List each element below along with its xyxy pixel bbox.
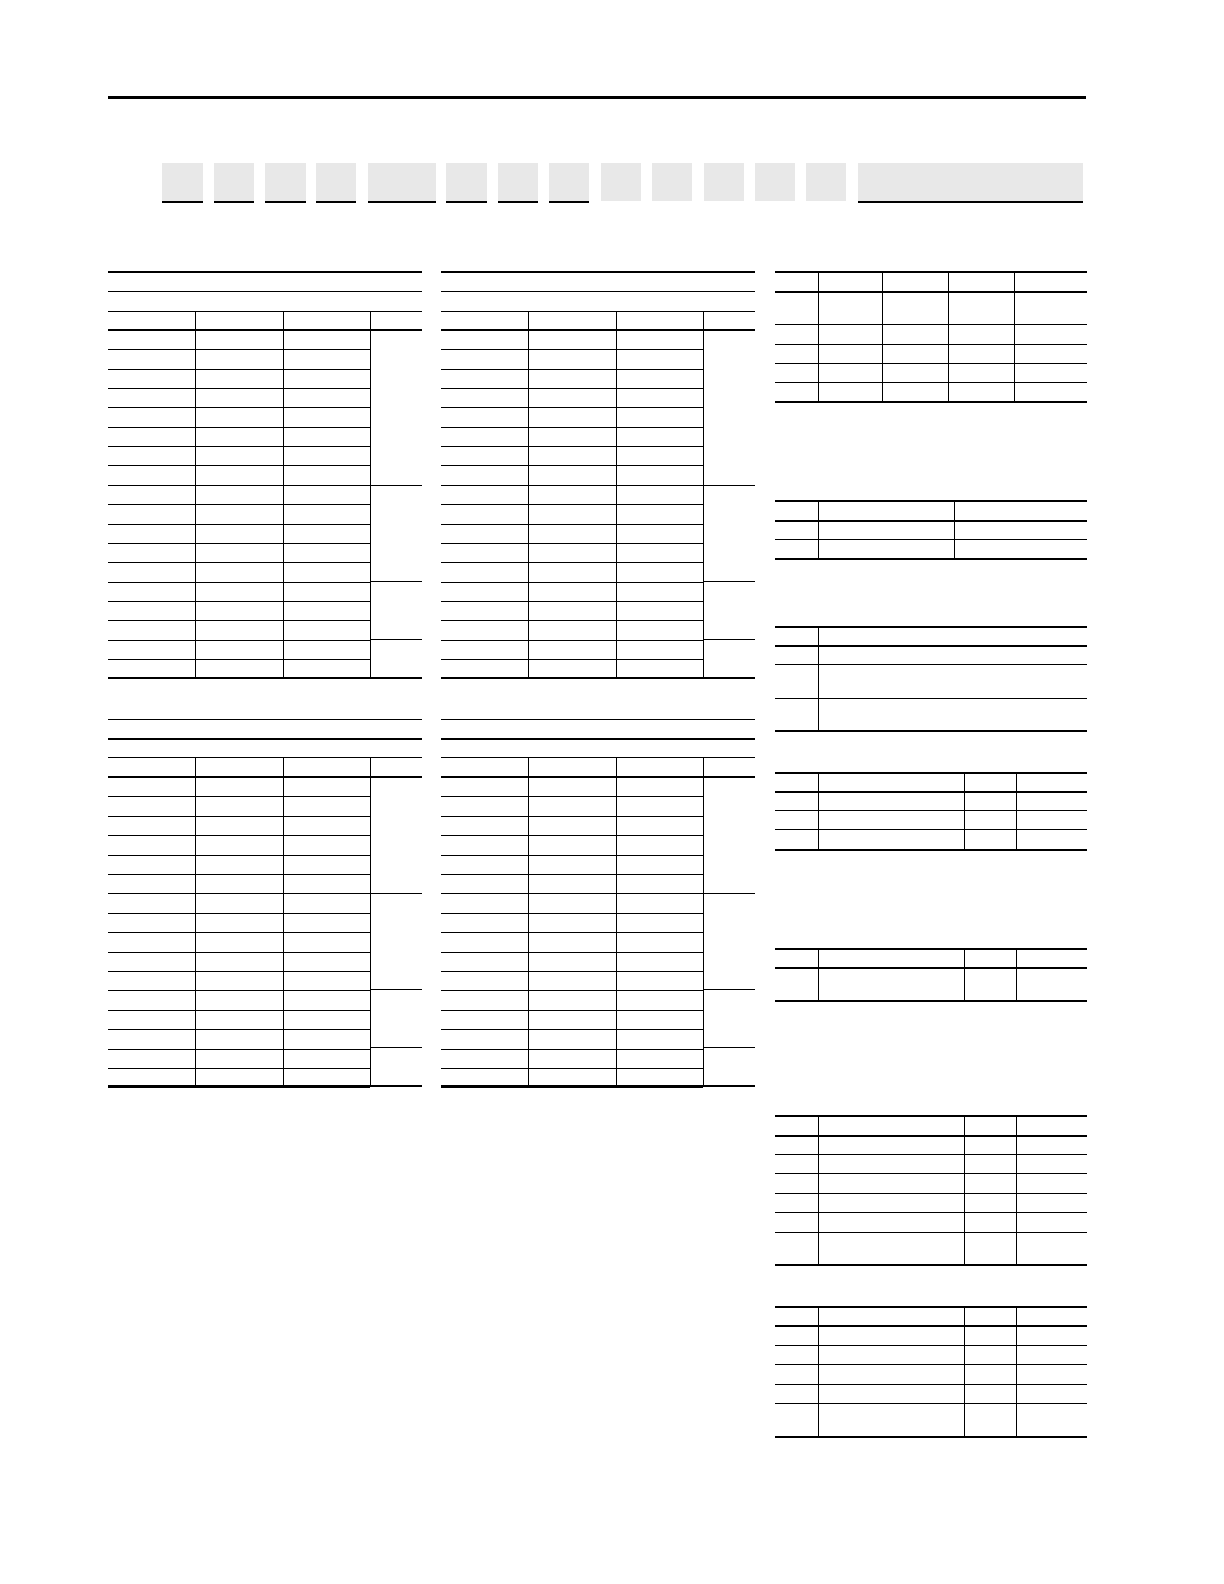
table-row-rule bbox=[441, 601, 703, 602]
table-group-rule bbox=[370, 893, 422, 894]
catalog-segment-underline bbox=[498, 201, 538, 203]
table-column-rule bbox=[616, 311, 617, 677]
table-row-rule bbox=[775, 401, 1087, 403]
table-row-rule bbox=[108, 620, 370, 621]
table-row-rule bbox=[108, 952, 370, 953]
table-row-rule bbox=[775, 1193, 1087, 1194]
table-row-rule bbox=[441, 893, 703, 894]
table-column-rule bbox=[954, 500, 955, 558]
table-column-rule bbox=[964, 1115, 965, 1264]
table-column-rule bbox=[818, 772, 819, 849]
table-title-rule bbox=[108, 757, 422, 758]
table-row-rule bbox=[441, 990, 703, 991]
catalog-segment-box bbox=[652, 163, 692, 201]
table-group-rule bbox=[703, 485, 755, 486]
table-column-rule bbox=[1016, 1115, 1017, 1264]
table-row-rule bbox=[775, 344, 1087, 345]
table-row-rule bbox=[775, 1384, 1087, 1385]
table-row-rule bbox=[441, 465, 703, 466]
table-row-rule bbox=[775, 772, 1087, 774]
catalog-segment-underline bbox=[446, 201, 487, 203]
table-row-rule bbox=[775, 967, 1087, 969]
table-column-rule bbox=[964, 772, 965, 849]
table-row-rule bbox=[108, 913, 370, 914]
table-row-rule bbox=[441, 369, 703, 370]
catalog-segment-box bbox=[549, 163, 589, 201]
table-row-rule bbox=[108, 504, 370, 505]
table-row-rule bbox=[441, 874, 703, 875]
table-row-rule bbox=[108, 835, 370, 836]
table-row-rule bbox=[775, 324, 1087, 325]
table-row-rule bbox=[441, 524, 703, 525]
table-row-rule bbox=[441, 932, 703, 933]
table-group-rule bbox=[370, 485, 422, 486]
table-row-rule bbox=[441, 1049, 703, 1050]
table-row-rule bbox=[441, 952, 703, 953]
table-column-rule bbox=[283, 311, 284, 677]
table-column-rule bbox=[195, 757, 196, 1085]
table-row-rule bbox=[775, 730, 1087, 732]
table-row-rule bbox=[775, 1232, 1087, 1233]
table-group-rule bbox=[370, 989, 422, 990]
table-row-rule bbox=[108, 485, 370, 486]
table-header-rule bbox=[441, 329, 755, 331]
catalog-segment-underline bbox=[858, 201, 1083, 203]
table-bottom-rule bbox=[441, 1085, 755, 1087]
table-row-rule bbox=[441, 855, 703, 856]
table-column-rule bbox=[1016, 948, 1017, 1000]
table-row-rule bbox=[108, 971, 370, 972]
table-column-rule bbox=[370, 311, 371, 677]
table-column-rule bbox=[818, 626, 819, 730]
table-row-rule bbox=[108, 562, 370, 563]
catalog-segment-box bbox=[601, 163, 641, 201]
table-row-rule bbox=[441, 1029, 703, 1030]
table-header-rule bbox=[108, 329, 422, 331]
table-row-rule bbox=[108, 407, 370, 408]
table-row-rule bbox=[441, 562, 703, 563]
table-column-rule bbox=[528, 757, 529, 1085]
catalog-segment-box bbox=[214, 163, 254, 201]
table-row-rule bbox=[775, 810, 1087, 811]
table-row-rule bbox=[108, 446, 370, 447]
table-row-rule bbox=[775, 1364, 1087, 1365]
table-row-rule bbox=[108, 990, 370, 991]
table-row-rule bbox=[441, 640, 703, 641]
table-row-rule bbox=[108, 796, 370, 797]
table-group-rule bbox=[370, 639, 422, 640]
table-row-rule bbox=[775, 948, 1087, 950]
table-row-rule bbox=[775, 1436, 1087, 1438]
table-row-rule bbox=[108, 659, 370, 660]
catalog-segment-box bbox=[858, 163, 1083, 201]
table-row-rule bbox=[775, 1212, 1087, 1213]
table-column-rule bbox=[882, 271, 883, 401]
table-title-rule bbox=[441, 738, 755, 740]
table-group-rule bbox=[703, 1047, 755, 1048]
table-row-rule bbox=[108, 1087, 370, 1088]
table-row-rule bbox=[775, 849, 1087, 851]
table-column-rule bbox=[818, 948, 819, 1000]
table-row-rule bbox=[775, 520, 1087, 522]
catalog-segment-box bbox=[265, 163, 306, 201]
table-row-rule bbox=[441, 427, 703, 428]
table-row-rule bbox=[775, 1264, 1087, 1266]
catalog-segment-box bbox=[316, 163, 356, 201]
page-top-rule bbox=[108, 96, 1086, 99]
table-title-rule bbox=[441, 757, 755, 758]
table-title-rule bbox=[108, 271, 422, 273]
table-row-rule bbox=[441, 659, 703, 660]
table-row-rule bbox=[441, 504, 703, 505]
catalog-segment-box bbox=[806, 163, 846, 201]
table-column-rule bbox=[528, 311, 529, 677]
table-title-rule bbox=[441, 271, 755, 273]
table-row-rule bbox=[108, 349, 370, 350]
table-row-rule bbox=[441, 349, 703, 350]
table-row-rule bbox=[108, 543, 370, 544]
table-row-rule bbox=[775, 1115, 1087, 1117]
table-header-rule bbox=[108, 776, 422, 778]
table-title-rule bbox=[441, 311, 755, 312]
table-title-rule bbox=[108, 719, 422, 720]
table-title-rule bbox=[441, 719, 755, 720]
table-row-rule bbox=[775, 698, 1087, 699]
table-row-rule bbox=[441, 913, 703, 914]
table-row-rule bbox=[108, 582, 370, 583]
table-column-rule bbox=[818, 1306, 819, 1436]
table-title-rule bbox=[441, 291, 755, 292]
table-row-rule bbox=[775, 271, 1087, 273]
catalog-segment-underline bbox=[368, 201, 436, 203]
table-column-rule bbox=[195, 311, 196, 677]
table-column-rule bbox=[616, 757, 617, 1085]
table-header-rule bbox=[441, 776, 755, 778]
table-row-rule bbox=[108, 874, 370, 875]
table-row-rule bbox=[108, 369, 370, 370]
table-row-rule bbox=[775, 1345, 1087, 1346]
table-row-rule bbox=[108, 427, 370, 428]
table-column-rule bbox=[818, 271, 819, 401]
table-bottom-rule bbox=[441, 677, 755, 679]
table-row-rule bbox=[441, 407, 703, 408]
table-column-rule bbox=[964, 948, 965, 1000]
table-row-rule bbox=[775, 1154, 1087, 1155]
table-column-rule bbox=[948, 271, 949, 401]
table-row-rule bbox=[108, 816, 370, 817]
catalog-segment-box bbox=[498, 163, 538, 201]
table-row-rule bbox=[441, 1010, 703, 1011]
table-row-rule bbox=[775, 291, 1087, 293]
table-row-rule bbox=[108, 1010, 370, 1011]
table-row-rule bbox=[775, 363, 1087, 364]
table-row-rule bbox=[108, 601, 370, 602]
table-row-rule bbox=[775, 1000, 1087, 1002]
table-group-rule bbox=[370, 1047, 422, 1048]
table-row-rule bbox=[775, 829, 1087, 830]
table-column-rule bbox=[283, 757, 284, 1085]
table-row-rule bbox=[441, 582, 703, 583]
table-row-rule bbox=[775, 1403, 1087, 1404]
table-row-rule bbox=[441, 796, 703, 797]
table-column-rule bbox=[370, 757, 371, 1085]
table-row-rule bbox=[441, 835, 703, 836]
table-row-rule bbox=[441, 485, 703, 486]
table-group-rule bbox=[703, 639, 755, 640]
table-group-rule bbox=[703, 893, 755, 894]
table-title-rule bbox=[108, 738, 422, 740]
table-row-rule bbox=[108, 465, 370, 466]
table-bottom-rule bbox=[108, 1085, 422, 1087]
table-row-rule bbox=[775, 1135, 1087, 1137]
table-column-rule bbox=[964, 1306, 965, 1436]
table-title-rule bbox=[108, 311, 422, 312]
table-row-rule bbox=[108, 524, 370, 525]
table-row-rule bbox=[775, 500, 1087, 502]
table-group-rule bbox=[703, 581, 755, 582]
catalog-segment-underline bbox=[162, 201, 203, 203]
table-row-rule bbox=[108, 640, 370, 641]
table-row-rule bbox=[775, 539, 1087, 540]
table-column-rule bbox=[1014, 271, 1015, 401]
table-group-rule bbox=[703, 989, 755, 990]
table-row-rule bbox=[441, 971, 703, 972]
table-group-rule bbox=[370, 581, 422, 582]
table-row-rule bbox=[441, 543, 703, 544]
catalog-segment-underline bbox=[265, 201, 306, 203]
table-row-rule bbox=[441, 388, 703, 389]
table-row-rule bbox=[775, 791, 1087, 793]
table-column-rule bbox=[703, 311, 704, 677]
table-row-rule bbox=[441, 1068, 703, 1069]
table-row-rule bbox=[108, 1029, 370, 1030]
catalog-segment-box bbox=[755, 163, 795, 201]
table-row-rule bbox=[775, 645, 1087, 647]
table-row-rule bbox=[775, 1325, 1087, 1327]
catalog-segment-underline bbox=[316, 201, 356, 203]
table-row-rule bbox=[775, 1306, 1087, 1308]
table-row-rule bbox=[441, 620, 703, 621]
catalog-segment-box bbox=[446, 163, 487, 201]
table-row-rule bbox=[108, 855, 370, 856]
table-column-rule bbox=[818, 500, 819, 558]
catalog-segment-box bbox=[704, 163, 744, 201]
table-row-rule bbox=[775, 558, 1087, 560]
table-row-rule bbox=[108, 893, 370, 894]
table-row-rule bbox=[441, 446, 703, 447]
table-row-rule bbox=[441, 816, 703, 817]
table-row-rule bbox=[775, 1173, 1087, 1174]
table-row-rule bbox=[775, 626, 1087, 628]
catalog-segment-underline bbox=[549, 201, 589, 203]
table-row-rule bbox=[441, 1087, 703, 1088]
table-row-rule bbox=[775, 664, 1087, 665]
catalog-segment-box bbox=[368, 163, 436, 201]
table-row-rule bbox=[108, 388, 370, 389]
table-row-rule bbox=[108, 1068, 370, 1069]
table-title-rule bbox=[108, 291, 422, 292]
table-row-rule bbox=[108, 1049, 370, 1050]
catalog-segment-underline bbox=[214, 201, 254, 203]
table-row-rule bbox=[108, 932, 370, 933]
table-row-rule bbox=[775, 382, 1087, 383]
table-bottom-rule bbox=[108, 677, 422, 679]
table-column-rule bbox=[818, 1115, 819, 1264]
table-column-rule bbox=[1016, 1306, 1017, 1436]
catalog-segment-box bbox=[162, 163, 203, 201]
table-column-rule bbox=[1016, 772, 1017, 849]
table-column-rule bbox=[703, 757, 704, 1085]
